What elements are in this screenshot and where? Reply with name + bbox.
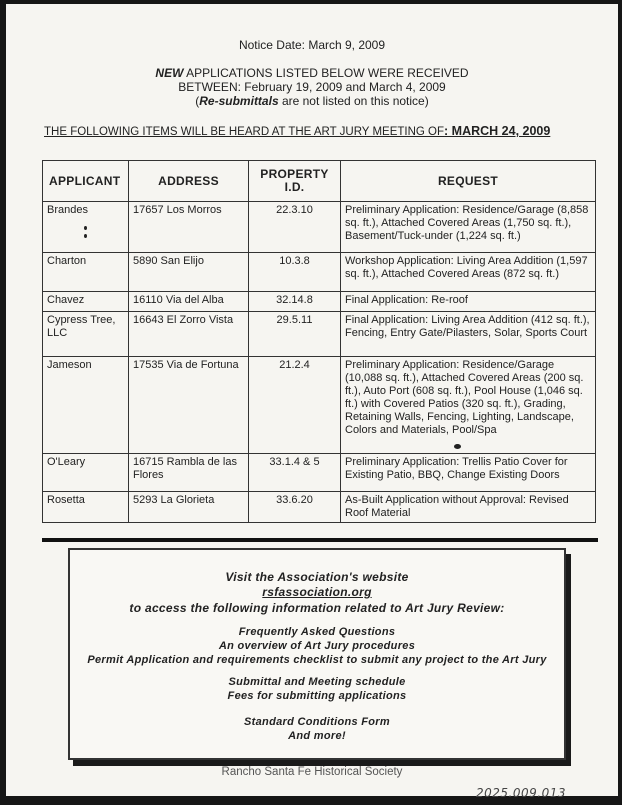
property-id-cell: 33.1.4 & 5 — [249, 454, 341, 492]
applications-table — [42, 160, 596, 523]
property-id-cell: 10.3.8 — [249, 253, 341, 292]
header-property-id: PROPERTY I.D. — [249, 161, 341, 202]
info-item: Permit Application and requirements checklist to submit any project to the Art Jury — [87, 654, 547, 666]
applicant-cell: Jameson — [43, 357, 129, 454]
website-link[interactable]: rsfassociation.org — [262, 585, 372, 599]
table-row — [43, 253, 596, 292]
property-id-cell: 21.2.4 — [249, 357, 341, 454]
notice-intro — [6, 66, 618, 108]
address-cell: 17657 Los Morros — [129, 202, 249, 253]
request-cell: Final Application: Living Area Addition (412 sq. ft.), Fencing, Entry Gate/Pilasters, Solar, Sports Court — [341, 312, 596, 357]
ink-speck — [454, 444, 461, 449]
applicant-cell: Charton — [43, 253, 129, 292]
request-cell: Workshop Application: Living Area Addition (1,597 sq. ft.), Attached Covered Areas (872 sq. ft.) — [341, 253, 596, 292]
intro-line-1: NEW APPLICATIONS LISTED BELOW WERE RECEIVED — [155, 66, 469, 80]
address-cell: 16643 El Zorro Vista — [129, 312, 249, 357]
table-row — [43, 312, 596, 357]
header-applicant: APPLICANT — [43, 161, 129, 202]
notice-date: Notice Date: March 9, 2009 — [238, 38, 386, 52]
access-info-text: to access the following information related to Art Jury Review: — [129, 601, 505, 615]
table-bottom-rule — [42, 538, 598, 542]
address-cell: 5293 La Glorieta — [129, 492, 249, 523]
applicant-cell: Cypress Tree, LLC — [43, 312, 129, 357]
property-id-cell: 33.6.20 — [249, 492, 341, 523]
intro-line-3: (Re-submittals are not listed on this notice) — [195, 94, 429, 108]
applicant-cell: Chavez — [43, 292, 129, 312]
table-row — [43, 454, 596, 492]
new-word: NEW — [155, 66, 184, 80]
property-id-cell: 22.3.10 — [249, 202, 341, 253]
applicant-cell: Rosetta — [43, 492, 129, 523]
info-item: And more! — [288, 730, 346, 742]
ink-speck — [84, 226, 87, 230]
document-page — [6, 4, 618, 800]
address-cell: 16715 Rambla de las Flores — [129, 454, 249, 492]
info-item: Frequently Asked Questions — [238, 626, 396, 638]
table-header-row — [43, 161, 596, 202]
address-cell: 17535 Via de Fortuna — [129, 357, 249, 454]
info-item: Fees for submitting applications — [227, 690, 407, 702]
property-id-cell: 32.14.8 — [249, 292, 341, 312]
resubmittals-word: Re-submittals — [199, 94, 279, 108]
footer-credit: Rancho Santa Fe Historical Society — [221, 766, 403, 778]
table-row — [43, 292, 596, 312]
request-cell: Preliminary Application: Trellis Patio Cover for Existing Patio, BBQ, Change Existing Doors — [341, 454, 596, 492]
accession-number: 2025.009.013 — [476, 786, 566, 800]
info-item: Submittal and Meeting schedule — [228, 676, 406, 688]
visit-website-text: Visit the Association's website — [225, 570, 409, 584]
applicant-cell: Brandes — [43, 202, 129, 253]
website-info-box — [68, 548, 566, 760]
table-row — [43, 357, 596, 454]
jury-meeting-date: : MARCH 24, 2009 — [444, 124, 551, 138]
intro-line-2: BETWEEN: February 19, 2009 and March 4, 2009 — [178, 80, 446, 94]
address-cell: 16110 Via del Alba — [129, 292, 249, 312]
request-cell: Preliminary Application: Residence/Garage (8,858 sq. ft.), Attached Covered Areas (1,750 sq. ft.), Basement/Tuck-under (1,224 sq. ft.) — [341, 202, 596, 253]
header-request: REQUEST — [341, 161, 596, 202]
ink-speck — [84, 234, 87, 238]
property-id-cell: 29.5.11 — [249, 312, 341, 357]
info-item: An overview of Art Jury procedures — [218, 640, 416, 652]
applicant-cell: O'Leary — [43, 454, 129, 492]
request-cell: Preliminary Application: Residence/Garage (10,088 sq. ft.), Attached Covered Areas (200 sq. ft.), Auto Port (608 sq. ft.), Pool House (1,046 sq. ft.) with Covered Patios (320 sq. ft.), Grading, Retaining Walls, Fencing, Lighting, Landscape, Colors and Materials, Pool/Spa — [341, 357, 596, 454]
info-item: Standard Conditions Form — [244, 716, 390, 728]
request-cell: As-Built Application without Approval: Revised Roof Material — [341, 492, 596, 523]
header-address: ADDRESS — [129, 161, 249, 202]
table-row — [43, 492, 596, 523]
jury-meeting-heading: THE FOLLOWING ITEMS WILL BE HEARD AT THE ART JURY MEETING OF: MARCH 24, 2009 — [44, 124, 551, 138]
address-cell: 5890 San Elijo — [129, 253, 249, 292]
request-cell: Final Application: Re-roof — [341, 292, 596, 312]
table-row — [43, 202, 596, 253]
